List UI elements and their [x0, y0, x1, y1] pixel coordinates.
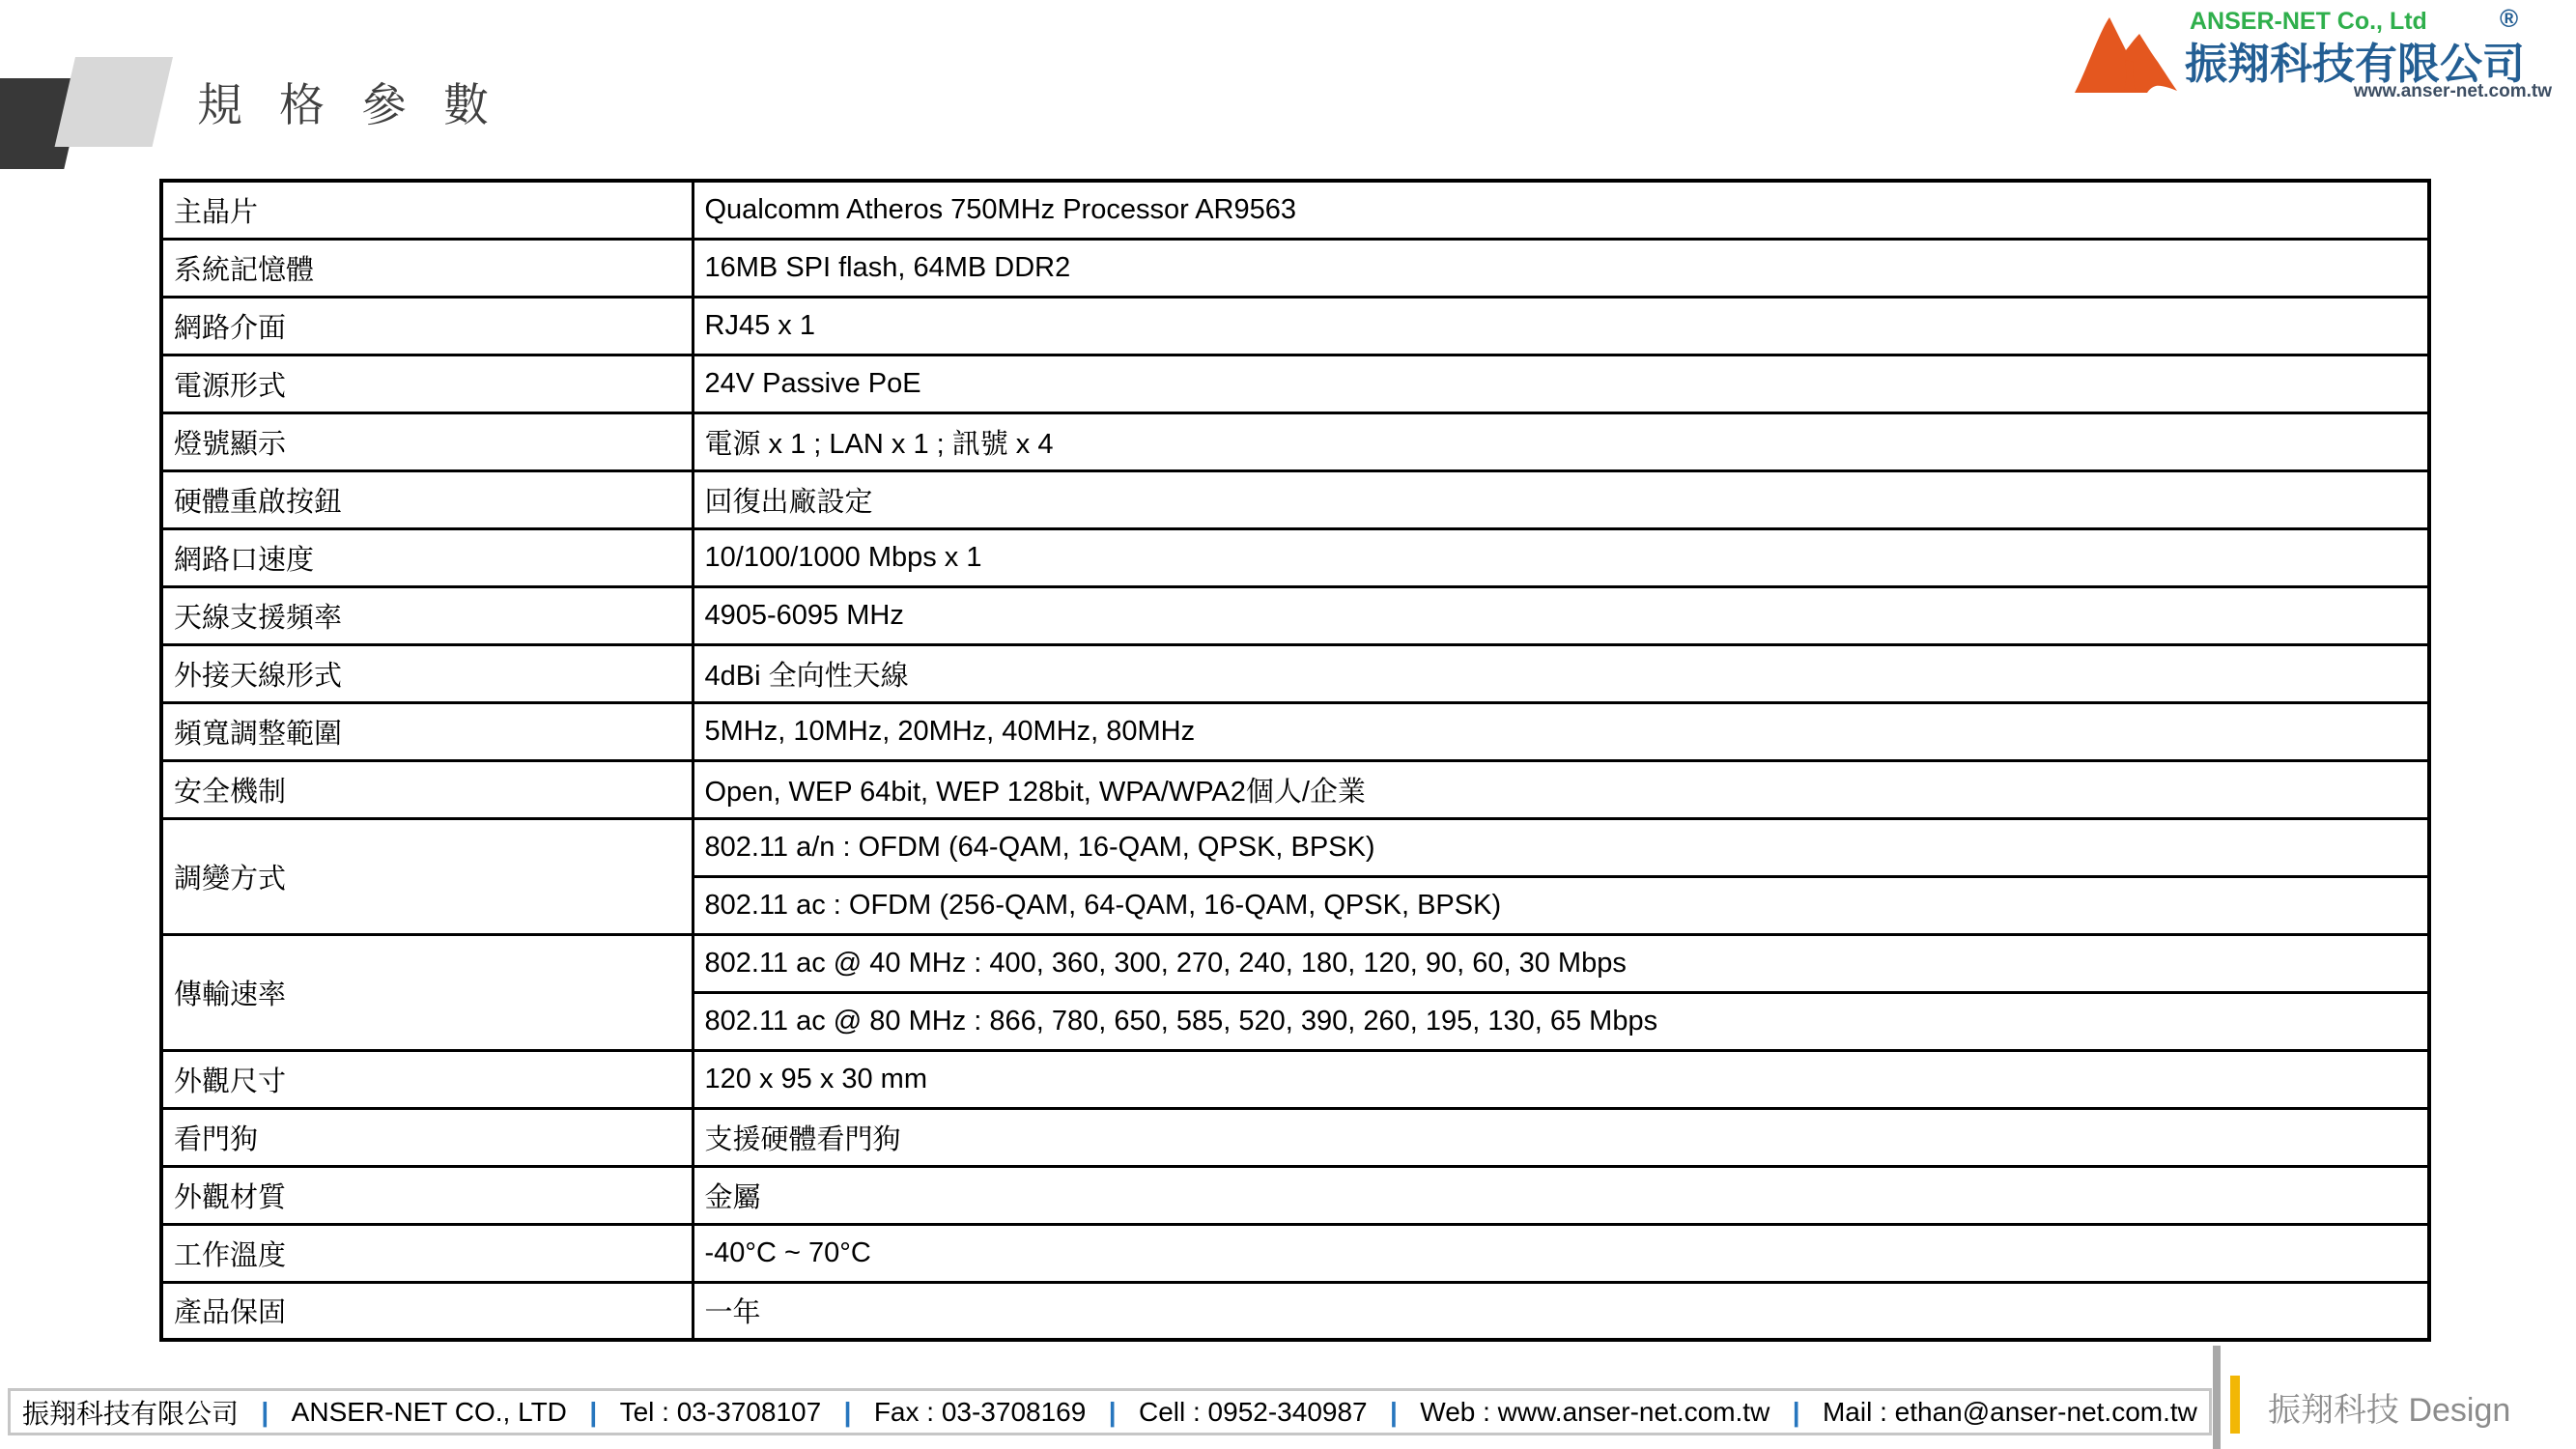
footer-separator: | [1792, 1396, 1800, 1427]
spec-value: 802.11 ac : OFDM (256-QAM, 64-QAM, 16-QAM, QPSK, BPSK) [693, 876, 2429, 934]
spec-value: 金屬 [693, 1166, 2429, 1224]
footer-mail: Mail : ethan@anser-net.com.tw [1822, 1396, 2197, 1427]
footer-separator: | [589, 1396, 598, 1427]
table-row [161, 181, 2429, 239]
spec-value: 4905-6095 MHz [693, 586, 2429, 644]
table-row [161, 1050, 2429, 1108]
registered-trademark-icon: ® [2500, 4, 2519, 33]
table-row [161, 1282, 2429, 1340]
light-parallelogram-decoration [55, 57, 173, 147]
table-row [161, 355, 2429, 412]
spec-label: 網路介面 [161, 297, 693, 355]
spec-label: 燈號顯示 [161, 412, 693, 470]
spec-label: 傳輸速率 [161, 934, 693, 1050]
logo-company-name-zh: 振翔科技有限公司 [2185, 41, 2525, 88]
spec-value: 回復出廠設定 [693, 470, 2429, 528]
spec-value: 24V Passive PoE [693, 355, 2429, 412]
spec-label: 看門狗 [161, 1108, 693, 1166]
gray-accent-bar [2213, 1346, 2221, 1449]
spec-value: 802.11 ac @ 40 MHz : 400, 360, 300, 270, 240, 180, 120, 90, 60, 30 Mbps [693, 934, 2429, 992]
design-credit: 振翔科技 Design [2268, 1392, 2511, 1429]
spec-value: Qualcomm Atheros 750MHz Processor AR9563 [693, 181, 2429, 239]
footer-cell: Cell : 0952-340987 [1138, 1396, 1368, 1427]
spec-label: 電源形式 [161, 355, 693, 412]
spec-label: 調變方式 [161, 818, 693, 934]
table-row [161, 644, 2429, 702]
table-row [161, 297, 2429, 355]
spec-value: 802.11 a/n : OFDM (64-QAM, 16-QAM, QPSK, BPSK) [693, 818, 2429, 876]
table-row [161, 1224, 2429, 1282]
logo-company-name-en: ANSER-NET Co., Ltd [2190, 8, 2427, 35]
spec-label: 工作溫度 [161, 1224, 693, 1282]
spec-value: 一年 [693, 1282, 2429, 1340]
spec-value: 16MB SPI flash, 64MB DDR2 [693, 239, 2429, 297]
spec-label: 主晶片 [161, 181, 693, 239]
spec-value: 120 x 95 x 30 mm [693, 1050, 2429, 1108]
spec-value: 802.11 ac @ 80 MHz : 866, 780, 650, 585, 520, 390, 260, 195, 130, 65 Mbps [693, 992, 2429, 1050]
yellow-accent-bar [2230, 1376, 2240, 1434]
footer-separator: | [1108, 1396, 1117, 1427]
page-title: 規格參數 [197, 79, 525, 130]
spec-value: -40°C ~ 70°C [693, 1224, 2429, 1282]
table-row [161, 470, 2429, 528]
footer-contact-bar [8, 1388, 2212, 1435]
footer-separator: | [1390, 1396, 1398, 1427]
spec-value: 5MHz, 10MHz, 20MHz, 40MHz, 80MHz [693, 702, 2429, 760]
table-row [161, 760, 2429, 818]
table-row [161, 412, 2429, 470]
footer-web: Web : www.anser-net.com.tw [1420, 1396, 1770, 1427]
spec-value: 電源 x 1 ; LAN x 1 ; 訊號 x 4 [693, 412, 2429, 470]
table-row [161, 528, 2429, 586]
spec-label: 安全機制 [161, 760, 693, 818]
footer-company-en: ANSER-NET CO., LTD [291, 1396, 567, 1427]
spec-label: 網路口速度 [161, 528, 693, 586]
spec-label: 產品保固 [161, 1282, 693, 1340]
footer-company-zh: 振翔科技有限公司 [22, 1398, 240, 1429]
spec-value: 10/100/1000 Mbps x 1 [693, 528, 2429, 586]
spec-label: 外觀尺寸 [161, 1050, 693, 1108]
spec-value: RJ45 x 1 [693, 297, 2429, 355]
spec-value: Open, WEP 64bit, WEP 128bit, WPA/WPA2個人/企業 [693, 760, 2429, 818]
footer-fax: Fax : 03-3708169 [873, 1396, 1087, 1427]
table-row [161, 1108, 2429, 1166]
table-row [161, 818, 2429, 876]
table-row [161, 702, 2429, 760]
table-row [161, 239, 2429, 297]
table-row [161, 934, 2429, 992]
table-row [161, 1166, 2429, 1224]
spec-label: 頻寬調整範圍 [161, 702, 693, 760]
spec-value: 4dBi 全向性天線 [693, 644, 2429, 702]
table-row [161, 586, 2429, 644]
mountain-logo-icon [2075, 15, 2177, 95]
footer-separator: | [843, 1396, 852, 1427]
footer-separator: | [261, 1396, 269, 1427]
spec-value: 支援硬體看門狗 [693, 1108, 2429, 1166]
logo-website-url: www.anser-net.com.tw [2353, 81, 2552, 101]
spec-label: 天線支援頻率 [161, 586, 693, 644]
footer-tel: Tel : 03-3708107 [619, 1396, 822, 1427]
spec-label: 系統記憶體 [161, 239, 693, 297]
spec-label: 硬體重啟按鈕 [161, 470, 693, 528]
spec-table [159, 179, 2431, 1342]
spec-label: 外接天線形式 [161, 644, 693, 702]
spec-label: 外觀材質 [161, 1166, 693, 1224]
